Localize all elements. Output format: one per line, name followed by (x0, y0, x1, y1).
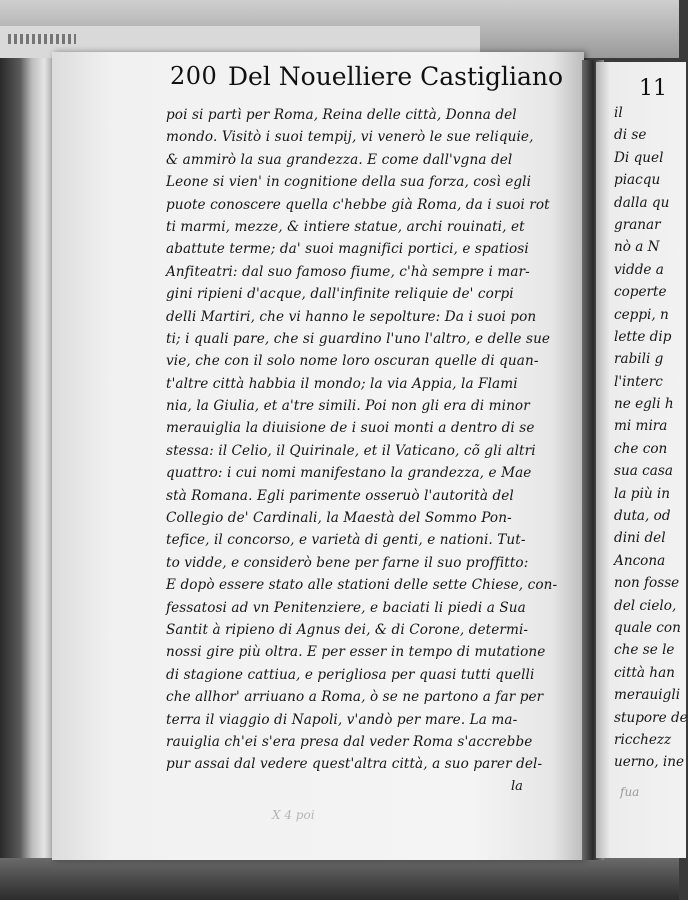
right-text-line: Di quel (614, 149, 664, 166)
right-text-line: vidde a (614, 261, 664, 278)
right-faint-mark: fua (620, 785, 640, 799)
right-text-line: Ancona (614, 552, 666, 569)
text-line: ti; i quali pare, che si guardino l'uno l'altro, e delle sue (166, 330, 551, 347)
right-text-line: che se le (614, 642, 675, 659)
right-text-line: sua casa (614, 463, 673, 480)
text-line: abattute terme; da' suoi magnifici portici, e spatiosi (166, 241, 529, 258)
text-line: poi si partì per Roma, Reina delle città, Donna del (166, 107, 517, 123)
right-text-line: ricchezz (614, 731, 672, 748)
text-line: ti marmi, mezze, & intiere statue, archi rouinati, et (166, 218, 525, 235)
right-text-line: granar (614, 216, 661, 233)
right-text-line: dini del (614, 530, 666, 547)
text-line: stessa: il Celio, il Quirinale, et il Vaticano, cõ gli altri (166, 442, 536, 459)
running-title: Del Nouelliere Castigliano (228, 62, 564, 91)
right-text-line: l'interc (614, 373, 663, 390)
right-text-line: lette dip (614, 328, 672, 345)
right-text-line: il (614, 105, 623, 121)
right-text-line: città han (614, 664, 675, 681)
text-line: terra il viaggio di Napoli, v'andò per mare. La ma- (166, 711, 518, 728)
ornament-strip (8, 34, 76, 44)
right-text-line: ne egli h (614, 396, 674, 413)
right-text-line: nò a N (614, 239, 660, 256)
right-text-line: quale con (614, 619, 681, 636)
right-text-line: ceppi, n (614, 306, 669, 323)
text-line: Collegio de' Cardinali, la Maestà del Sommo Pon- (166, 510, 512, 527)
faint-bleed-through: X 4 poi (272, 808, 315, 822)
text-line: vie, che con il solo nome loro oscuran quelle di quan- (166, 353, 539, 370)
right-text-line: che con (614, 440, 668, 457)
right-text-line: di se (614, 127, 647, 144)
book-fore-edge (0, 58, 58, 900)
text-line: & ammirò la sua grandezza. E come dall'vgna del (166, 151, 513, 168)
text-line: nia, la Giulia, et a'tre simili. Poi non gli era di minor (166, 398, 530, 415)
right-text-line: piacqu (614, 172, 661, 189)
right-text-line: la più in (614, 485, 671, 502)
page-header (170, 62, 590, 102)
left-page-text (166, 104, 561, 776)
right-text-line: mi mira (614, 418, 668, 435)
right-text-line: del cielo, (614, 597, 677, 614)
text-line: mondo. Visitò i suoi tempij, vi venerò le sue reliquie, (166, 129, 534, 146)
right-page-text (614, 102, 688, 774)
text-line: merauiglia la diuisione de i suoi monti a dentro di se (166, 420, 535, 437)
text-line: Leone si vien' in cognitione della sua forza, così egli (166, 174, 532, 191)
scan-bottom-background (0, 858, 679, 900)
page-number: 200 (170, 62, 218, 90)
text-line: fessatosi ad vn Penitenziere, e baciati li piedi a Sua (166, 599, 526, 616)
right-text-line: dalla qu (614, 194, 670, 211)
text-line: puote conoscere quella c'hebbe già Roma, da i suoi rot (166, 196, 550, 213)
text-line: delli Martiri, che vi hanno le sepolture: Da i suoi pon (166, 308, 537, 325)
right-text-line: uerno, ine (614, 754, 685, 771)
text-line: gini ripieni d'acque, dall'infinite reliquie de' corpi (166, 286, 514, 303)
text-line: pur assai dal vedere quest'altra città, a suo parer del- (166, 756, 543, 773)
right-text-line: coperte (614, 284, 667, 301)
catchword: la (511, 779, 523, 794)
right-text-line: non fosse (614, 575, 680, 592)
right-text-line: rabili g (614, 351, 664, 368)
right-page-header: 11 (639, 76, 667, 101)
text-line: E dopò essere stato alle stationi delle sette Chiese, con- (166, 577, 558, 594)
right-text-line: stupore de (614, 709, 688, 726)
right-text-line: duta, od (614, 508, 671, 525)
right-text-line: merauigli (614, 687, 681, 704)
text-line: rauiglia ch'ei s'era presa dal veder Roma s'accrebbe (166, 733, 533, 750)
text-line: di stagione cattiua, e perigliosa per quasi tutti quelli (166, 666, 535, 683)
text-line: quattro: i cui nomi manifestano la grandezza, e Mae (166, 465, 532, 482)
text-line: stà Romana. Egli parimente osseruò l'autorità del (166, 487, 514, 504)
text-line: Santit à ripieno di Agnus dei, & di Corone, determi- (166, 621, 529, 638)
text-line: Anfiteatri: dal suo famoso fiume, c'hà sempre i mar- (166, 263, 530, 280)
text-line: to vidde, e considerò bene per farne il suo proffitto: (166, 554, 529, 571)
text-line: tefice, il concorso, e varietà di genti, e nationi. Tut- (166, 532, 526, 549)
text-line: che allhor' arriuano a Roma, ò se ne partono a far per (166, 689, 544, 706)
text-line: t'altre città habbia il mondo; la via Appia, la Flami (166, 375, 518, 392)
text-line: nossi gire più oltra. E per esser in tempo di mutatione (166, 644, 546, 661)
